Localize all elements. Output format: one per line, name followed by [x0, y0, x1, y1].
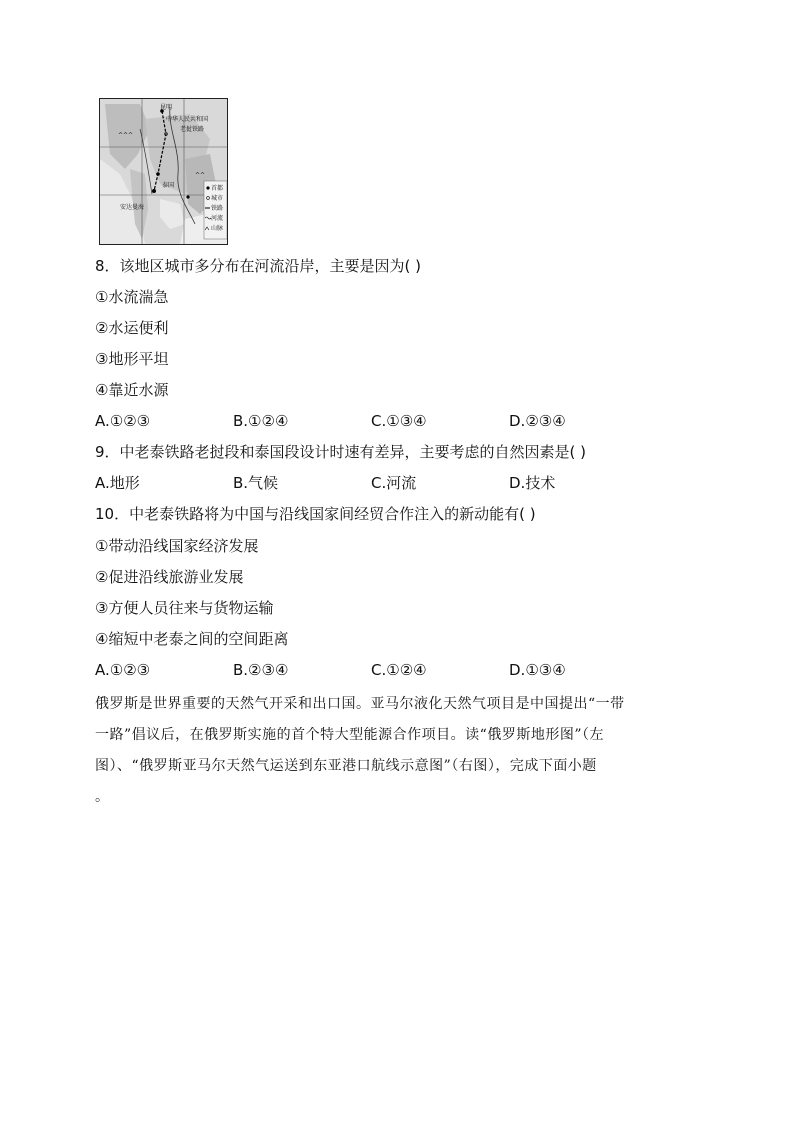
passage-line-2: 一路”倡议后，在俄罗斯实施的首个特大型能源合作项目。读“俄罗斯地形图”（左 — [95, 727, 604, 743]
legend-city: 城市 — [211, 195, 224, 202]
q9-choice-d[interactable]: D.技术 — [509, 474, 556, 492]
q10-item-1: ①带动沿线国家经济发展 — [95, 537, 259, 555]
q8-choice-a[interactable]: A.①②③ — [95, 412, 151, 430]
passage-line-1: 俄罗斯是世界重要的天然气开采和出口国。亚马尔液化天然气项目是中国提出“一带 — [95, 696, 625, 712]
q10-item-2: ②促进沿线旅游业发展 — [95, 568, 244, 586]
q8-choice-d[interactable]: D.②③④ — [509, 412, 566, 430]
q10-stem: 10．中老泰铁路将为中国与沿线国家间经贸合作注入的新动能有( ) — [95, 505, 536, 523]
q9-choice-b[interactable]: B.气候 — [233, 474, 279, 492]
q8-item-2: ②水运便利 — [95, 319, 169, 337]
legend-mountain: 山脉 — [211, 225, 224, 232]
map-label-sea: 安达曼海 — [120, 204, 145, 211]
passage-line-4: 。 — [95, 789, 110, 805]
legend-capital: 首都 — [211, 185, 224, 192]
q8-item-4: ④靠近水源 — [95, 381, 169, 399]
q10-choice-b[interactable]: B.②③④ — [233, 661, 289, 679]
q9-choices — [95, 473, 695, 493]
q10-choice-a[interactable]: A.①②③ — [95, 661, 151, 679]
q9-choice-c[interactable]: C.河流 — [371, 474, 417, 492]
q8-choices — [95, 411, 695, 431]
q8-item-1: ①水流湍急 — [95, 288, 169, 306]
q8-item-3: ③地形平坦 — [95, 350, 169, 368]
svg-text:^^: ^^ — [195, 172, 206, 179]
passage — [95, 689, 695, 813]
q10-item-3: ③方便人员往来与货物运输 — [95, 599, 274, 617]
q10-choices — [95, 660, 695, 680]
q10-choice-c[interactable]: C.①②④ — [371, 661, 427, 679]
q8-choice-b[interactable]: B.①②④ — [233, 412, 289, 430]
map-label-china: 中华人民共和国 — [166, 116, 209, 123]
q9-stem: 9．中老泰铁路老挝段和泰国段设计时速有差异，主要考虑的自然因素是( ) — [95, 443, 587, 461]
q9-choice-a[interactable]: A.地形 — [95, 474, 140, 492]
legend-river: 河流 — [211, 215, 224, 222]
q10-item-4: ④缩短中老泰之间的空间距离 — [95, 630, 289, 648]
svg-text:^^^: ^^^ — [118, 132, 134, 139]
legend-railway: 铁路 — [211, 205, 224, 212]
map-graphic — [100, 99, 227, 244]
q8-choice-c[interactable]: C.①③④ — [371, 412, 427, 430]
map-label-kunming: 昆明 — [160, 104, 173, 111]
q8-stem: 8．该地区城市多分布在河流沿岸，主要是因为( ) — [95, 257, 422, 275]
passage-line-3: 图）、“俄罗斯亚马尔天然气运送到东亚港口航线示意图”（右图），完成下面小题 — [95, 758, 597, 774]
map-label-thailand: 泰国 — [162, 182, 175, 189]
map-label-railway: 老挝铁路 — [180, 126, 205, 133]
indochina-map-figure — [99, 98, 228, 245]
q10-choice-d[interactable]: D.①③④ — [509, 661, 566, 679]
capital-icon — [206, 186, 209, 189]
